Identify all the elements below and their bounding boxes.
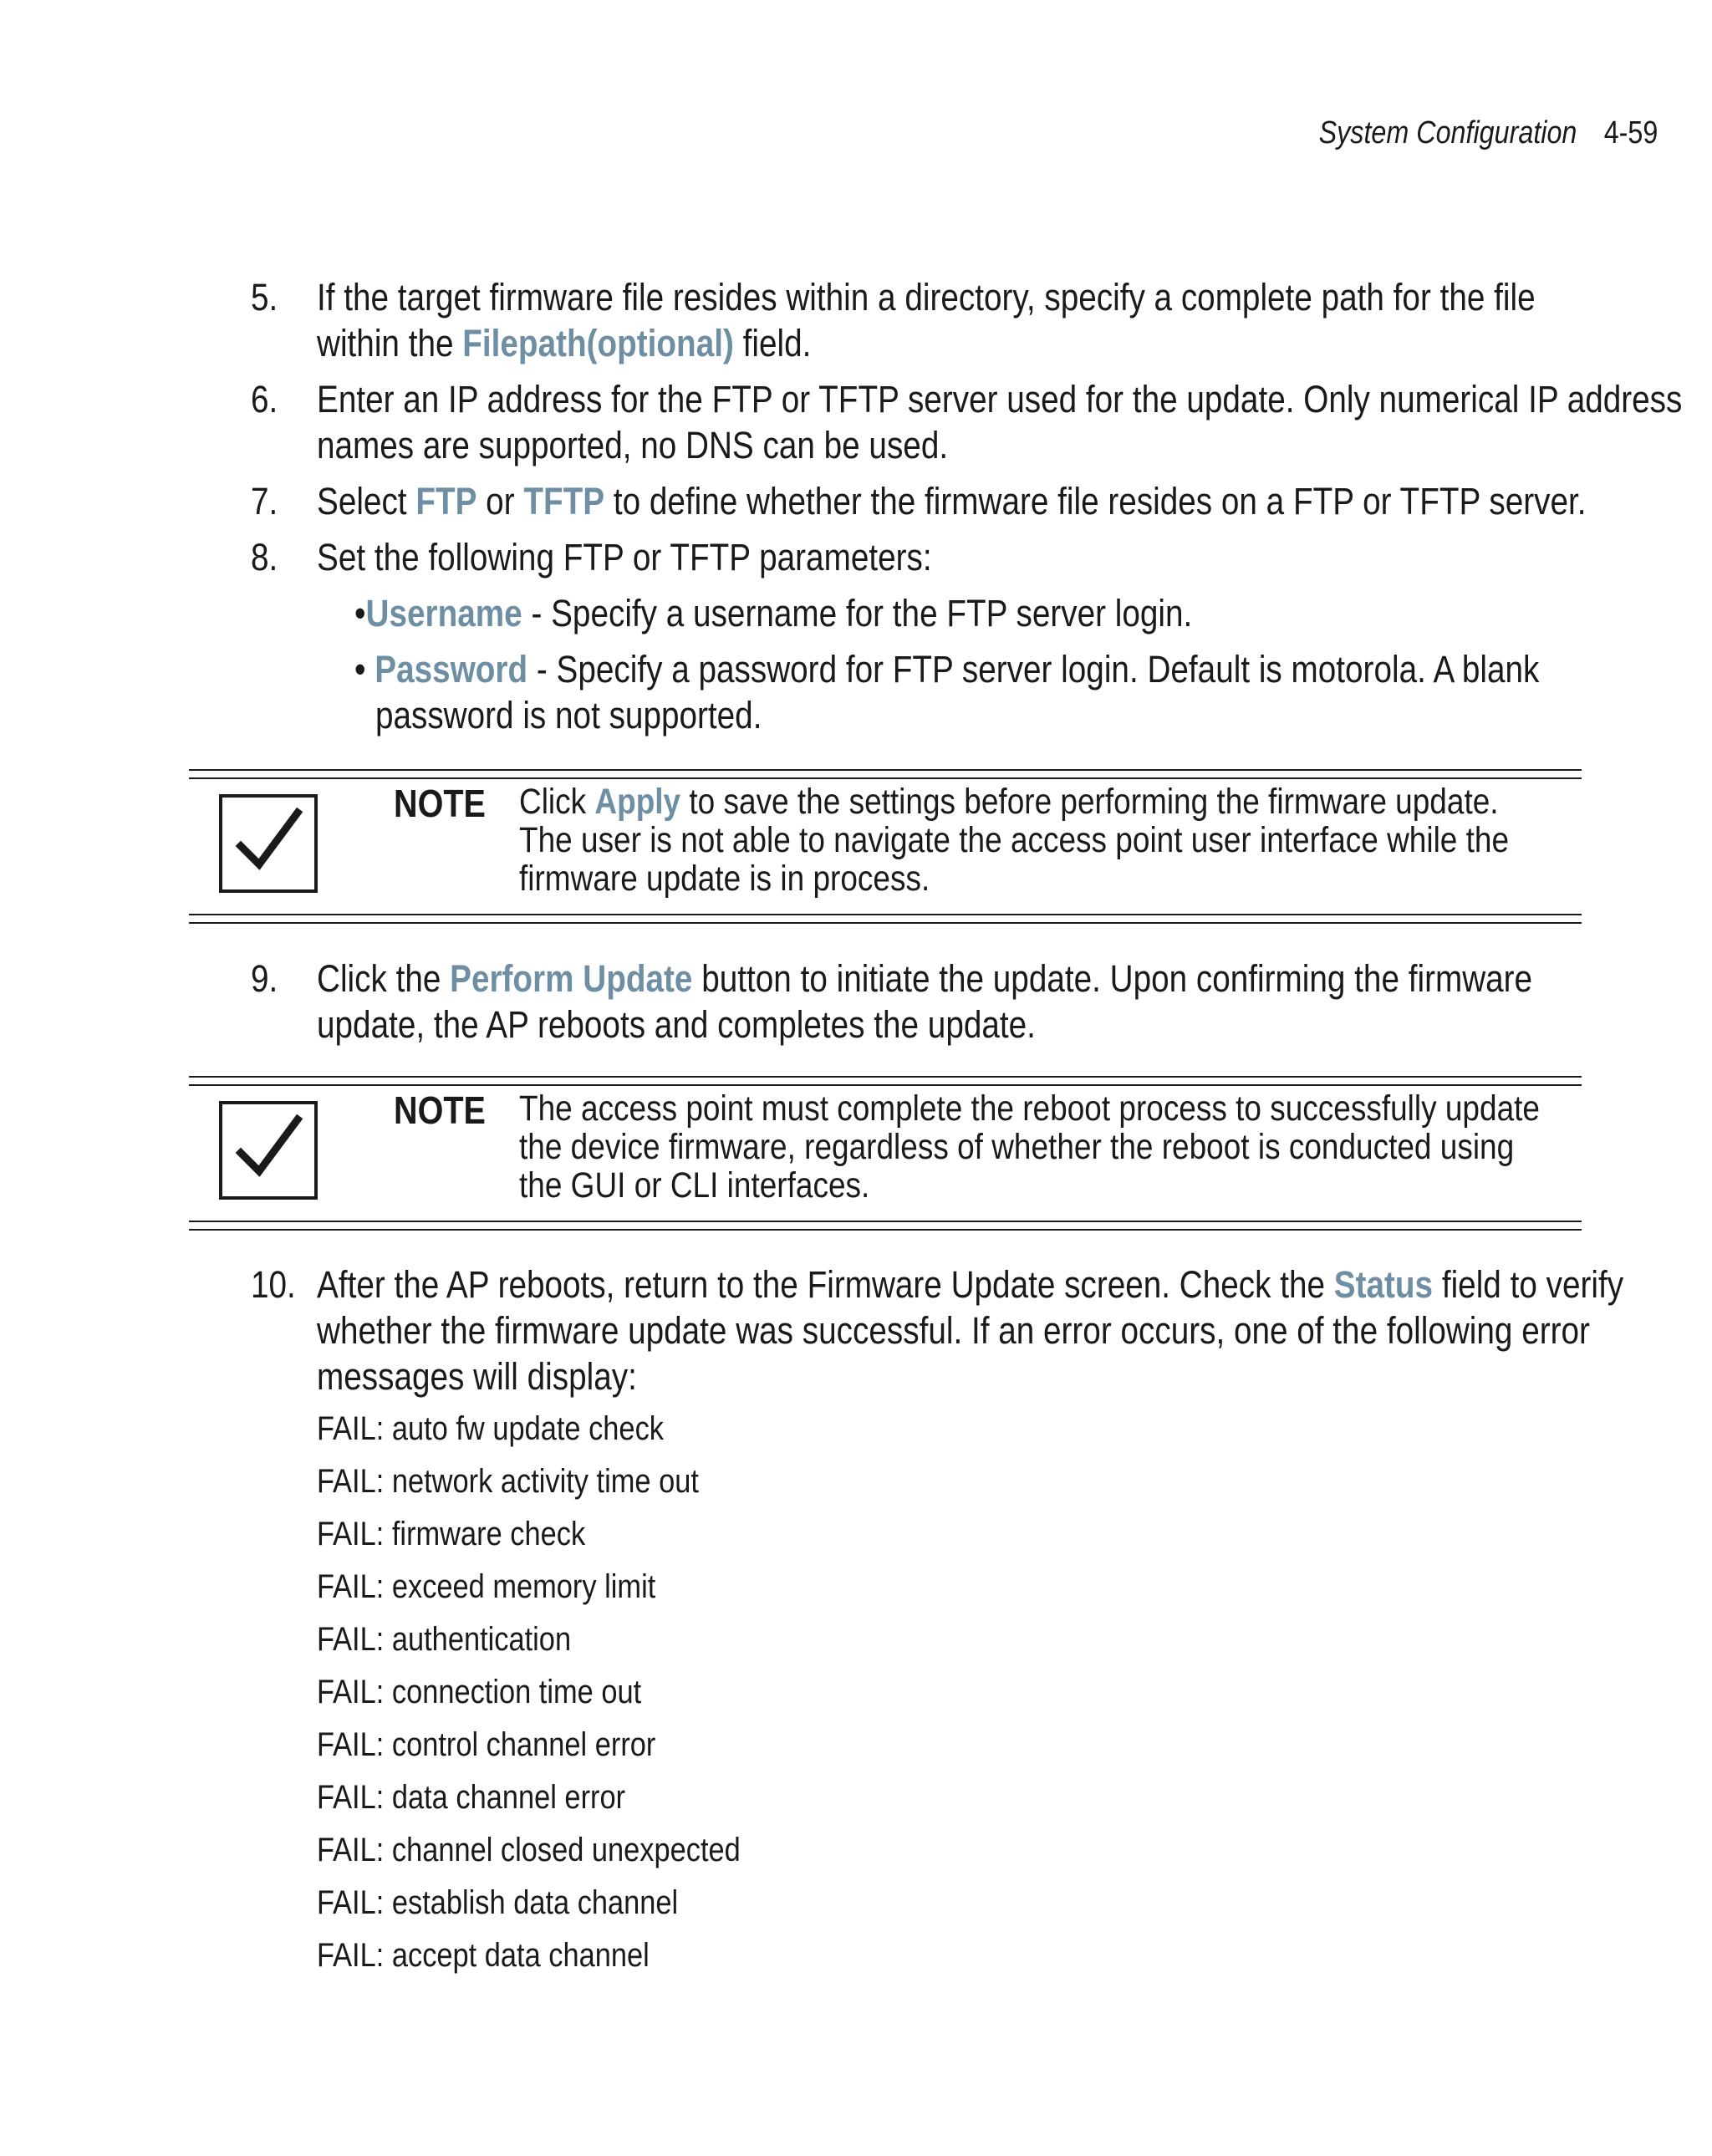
error-message: FAIL: connection time out — [317, 1674, 642, 1710]
divider — [189, 922, 1582, 924]
error-message-list — [317, 1403, 809, 1982]
text-run: button to initiate the update. Upon confirming the firmware — [692, 957, 1533, 1000]
field-name-filepath: Filepath(optional) — [462, 322, 734, 364]
text-run: or — [476, 480, 524, 522]
bullet-marker: • — [354, 592, 366, 635]
header-page-number: 4-59 — [1603, 115, 1658, 150]
error-message: FAIL: data channel error — [317, 1779, 626, 1816]
step-body — [317, 376, 1712, 468]
step-number: 6. — [251, 378, 278, 420]
field-name-status: Status — [1333, 1263, 1434, 1306]
note-apply — [189, 769, 1582, 924]
note-line: The access point must complete the reboot process to successfully update — [519, 1088, 1540, 1129]
step-body — [317, 274, 1712, 366]
step-number: 8. — [251, 536, 278, 579]
text-run: Click — [519, 782, 595, 822]
step-text: If the target firmware file resides within a directory, specify a complete path for the file — [317, 276, 1536, 319]
note-line: firmware update is in process. — [519, 859, 930, 899]
step-text: Enter an IP address for the FTP or TFTP server used for the update. Only numerical IP address — [317, 378, 1683, 420]
option-ftp: FTP — [415, 480, 477, 522]
text-run: to save the settings before performing the firmware update. — [680, 782, 1499, 822]
bullet-text — [354, 646, 1539, 692]
note-text — [519, 1089, 1706, 1205]
error-message: FAIL: firmware check — [317, 1516, 586, 1552]
step-text — [317, 320, 1536, 366]
bullet-marker: • — [354, 648, 375, 691]
step-body — [317, 956, 1712, 1047]
step-number: 10. — [251, 1263, 296, 1306]
bullet-text — [354, 590, 1192, 636]
step-text — [317, 956, 1532, 1002]
note-line: the GUI or CLI interfaces. — [519, 1165, 870, 1205]
divider — [189, 914, 1582, 915]
checkmark-icon — [231, 806, 306, 881]
error-message: FAIL: exceed memory limit — [317, 1568, 656, 1605]
step-number: 7. — [251, 480, 278, 522]
divider — [189, 777, 1582, 779]
note-label: NOTE — [394, 1088, 486, 1132]
divider — [189, 1084, 1582, 1086]
step-text — [317, 1261, 1623, 1307]
step-text: update, the AP reboots and completes the update. — [317, 1003, 1036, 1046]
checkmark-icon — [231, 1113, 306, 1188]
error-message: FAIL: authentication — [317, 1621, 572, 1658]
error-message: FAIL: accept data channel — [317, 1937, 650, 1974]
divider — [189, 769, 1582, 771]
text-run: - Specify a username for the FTP server login. — [522, 592, 1193, 635]
text-run: Click the — [317, 957, 451, 1000]
option-tftp: TFTP — [523, 480, 605, 522]
step-body — [317, 534, 1032, 580]
note-line — [519, 782, 1509, 821]
button-name-perform-update: Perform Update — [450, 957, 693, 1000]
divider — [189, 1221, 1582, 1222]
note-text — [519, 782, 1670, 898]
running-header — [1318, 115, 1658, 151]
error-message: FAIL: auto fw update check — [317, 1410, 664, 1447]
step-text: Set the following FTP or TFTP parameters: — [317, 536, 932, 579]
text-run: to define whether the firmware file resides on a FTP or TFTP server. — [604, 480, 1587, 522]
note-label: NOTE — [394, 782, 486, 825]
bullet-text: password is not supported. — [374, 694, 762, 737]
checkbox-checkmark-icon — [219, 794, 318, 893]
text-run: within the — [317, 322, 463, 364]
field-name-username: Username — [365, 592, 522, 635]
text-run: - Specify a password for FTP server login. Default is motorola. A blank — [527, 648, 1540, 691]
bullet-password — [354, 646, 1712, 738]
step-body — [317, 1261, 1712, 1399]
bullet-username — [354, 590, 1328, 636]
step-text: whether the firmware update was successful. If an error occurs, one of the following error — [317, 1309, 1590, 1352]
error-message: FAIL: control channel error — [317, 1726, 656, 1763]
note-line: The user is not able to navigate the access point user interface while the — [519, 820, 1510, 860]
step-number: 5. — [251, 276, 278, 319]
step-body — [317, 478, 1712, 524]
error-message: FAIL: network activity time out — [317, 1463, 699, 1500]
step-text — [317, 478, 1586, 524]
divider — [189, 1229, 1582, 1231]
header-section-title: System Configuration — [1318, 115, 1577, 150]
field-name-password: Password — [374, 648, 528, 691]
divider — [189, 1076, 1582, 1078]
step-number: 9. — [251, 957, 278, 1000]
text-run: field to verify — [1433, 1263, 1624, 1306]
step-text: messages will display: — [317, 1355, 637, 1398]
checkbox-checkmark-icon — [219, 1101, 318, 1200]
error-message: FAIL: establish data channel — [317, 1884, 679, 1921]
text-run: Select — [317, 480, 416, 522]
text-run: field. — [733, 322, 812, 364]
error-message: FAIL: channel closed unexpected — [317, 1832, 741, 1868]
note-line: the device firmware, regardless of whether the reboot is conducted using — [519, 1127, 1515, 1167]
step-text: names are supported, no DNS can be used. — [317, 424, 949, 466]
text-run: After the AP reboots, return to the Firmware Update screen. Check the — [317, 1263, 1334, 1306]
note-reboot — [189, 1076, 1582, 1231]
button-name-apply: Apply — [594, 782, 681, 822]
